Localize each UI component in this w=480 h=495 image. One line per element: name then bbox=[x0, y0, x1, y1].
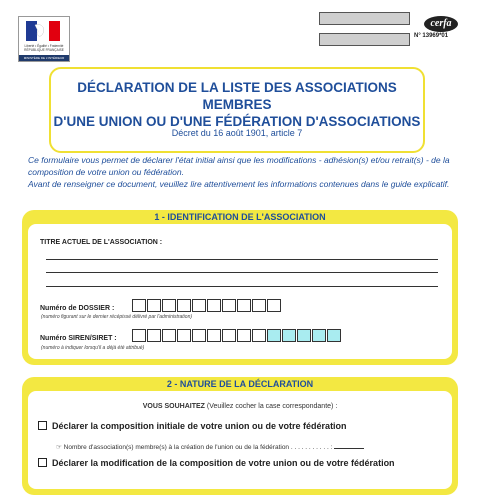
marianne-logo bbox=[18, 16, 70, 62]
admin-field-2[interactable] bbox=[319, 33, 410, 46]
siren-label: Numéro SIREN/SIRET : bbox=[40, 335, 117, 342]
vous-souhaitez-label: VOUS SOUHAITEZ bbox=[142, 403, 205, 410]
option-composition-initiale[interactable] bbox=[38, 421, 347, 431]
decret-reference: Décret du 16 août 1901, article 7 bbox=[171, 128, 303, 138]
section-1-body bbox=[28, 224, 452, 359]
logo-caption: Liberté • Égalité • Fraternité RÉPUBLIQUE FRANÇAISE bbox=[24, 44, 64, 52]
option-composition-initiale-label: Déclarer la composition initiale de votre union ou de votre fédération bbox=[52, 421, 347, 431]
dossier-note: (numéro figurant sur le dernier récépissé délivré par l'administration) bbox=[41, 314, 193, 320]
cerfa-logo: cerfa bbox=[424, 16, 458, 32]
intro-paragraph-2: Avant de renseigner ce document, veuillez lire attentivement les informations contenues dans le guide explicatif. bbox=[28, 179, 450, 189]
vous-souhaitez-hint: (Veuillez cocher la case correspondante) : bbox=[204, 403, 338, 410]
intro-text bbox=[28, 155, 458, 192]
logo-ministry-strip: MINISTÈRE DE L'INTÉRIEUR bbox=[19, 55, 69, 61]
titre-line-1[interactable] bbox=[46, 259, 438, 260]
nombre-associations-label: Nombre d'association(s) membre(s) à la création de l'union ou de la fédération . . . . . . . . . . . : bbox=[63, 444, 333, 451]
siren-siret-boxes[interactable] bbox=[132, 329, 342, 342]
admin-field-1[interactable] bbox=[319, 12, 410, 25]
titre-line-3[interactable] bbox=[46, 286, 438, 287]
section-nature bbox=[22, 377, 458, 495]
dossier-label: Numéro de DOSSIER : bbox=[40, 305, 115, 312]
section-2-body bbox=[28, 391, 452, 489]
titre-line-2[interactable] bbox=[46, 272, 438, 273]
titre-label: TITRE ACTUEL DE L'ASSOCIATION : bbox=[40, 239, 163, 246]
nombre-associations-field[interactable] bbox=[334, 442, 364, 449]
vous-souhaitez-line bbox=[28, 403, 452, 410]
checkbox-modification[interactable] bbox=[38, 458, 47, 467]
title-box bbox=[49, 67, 425, 153]
title-line-1: DÉCLARATION DE LA LISTE DES ASSOCIATIONS MEMBRES bbox=[77, 80, 397, 112]
option-modification[interactable] bbox=[38, 458, 395, 468]
section-identification bbox=[22, 210, 458, 365]
checkbox-composition-initiale[interactable] bbox=[38, 421, 47, 430]
cerfa-number: N° 13969*01 bbox=[414, 33, 449, 39]
intro-paragraph-1: Ce formulaire vous permet de déclarer l'état initial ainsi que les modifications - adhésion(s) et/ou retrait(s) - de la composition de votre union ou fédération. bbox=[28, 155, 450, 177]
dossier-number-boxes[interactable] bbox=[132, 299, 282, 312]
nombre-associations-line bbox=[56, 442, 364, 451]
option-modification-label: Déclarer la modification de la composition de votre union ou de votre fédération bbox=[52, 458, 395, 468]
section-2-header: 2 - NATURE DE LA DÉCLARATION bbox=[166, 379, 314, 389]
page-title bbox=[51, 79, 423, 130]
section-1-header: 1 - IDENTIFICATION DE L'ASSOCIATION bbox=[154, 212, 326, 222]
hand-pointer-icon: ☞ bbox=[56, 444, 62, 451]
french-flag-icon bbox=[26, 21, 60, 41]
siren-note: (numéro à indiquer lorsqu'il a déjà été attribué) bbox=[41, 345, 145, 351]
title-line-2: D'UNE UNION OU D'UNE FÉDÉRATION D'ASSOCIATIONS bbox=[53, 114, 421, 129]
